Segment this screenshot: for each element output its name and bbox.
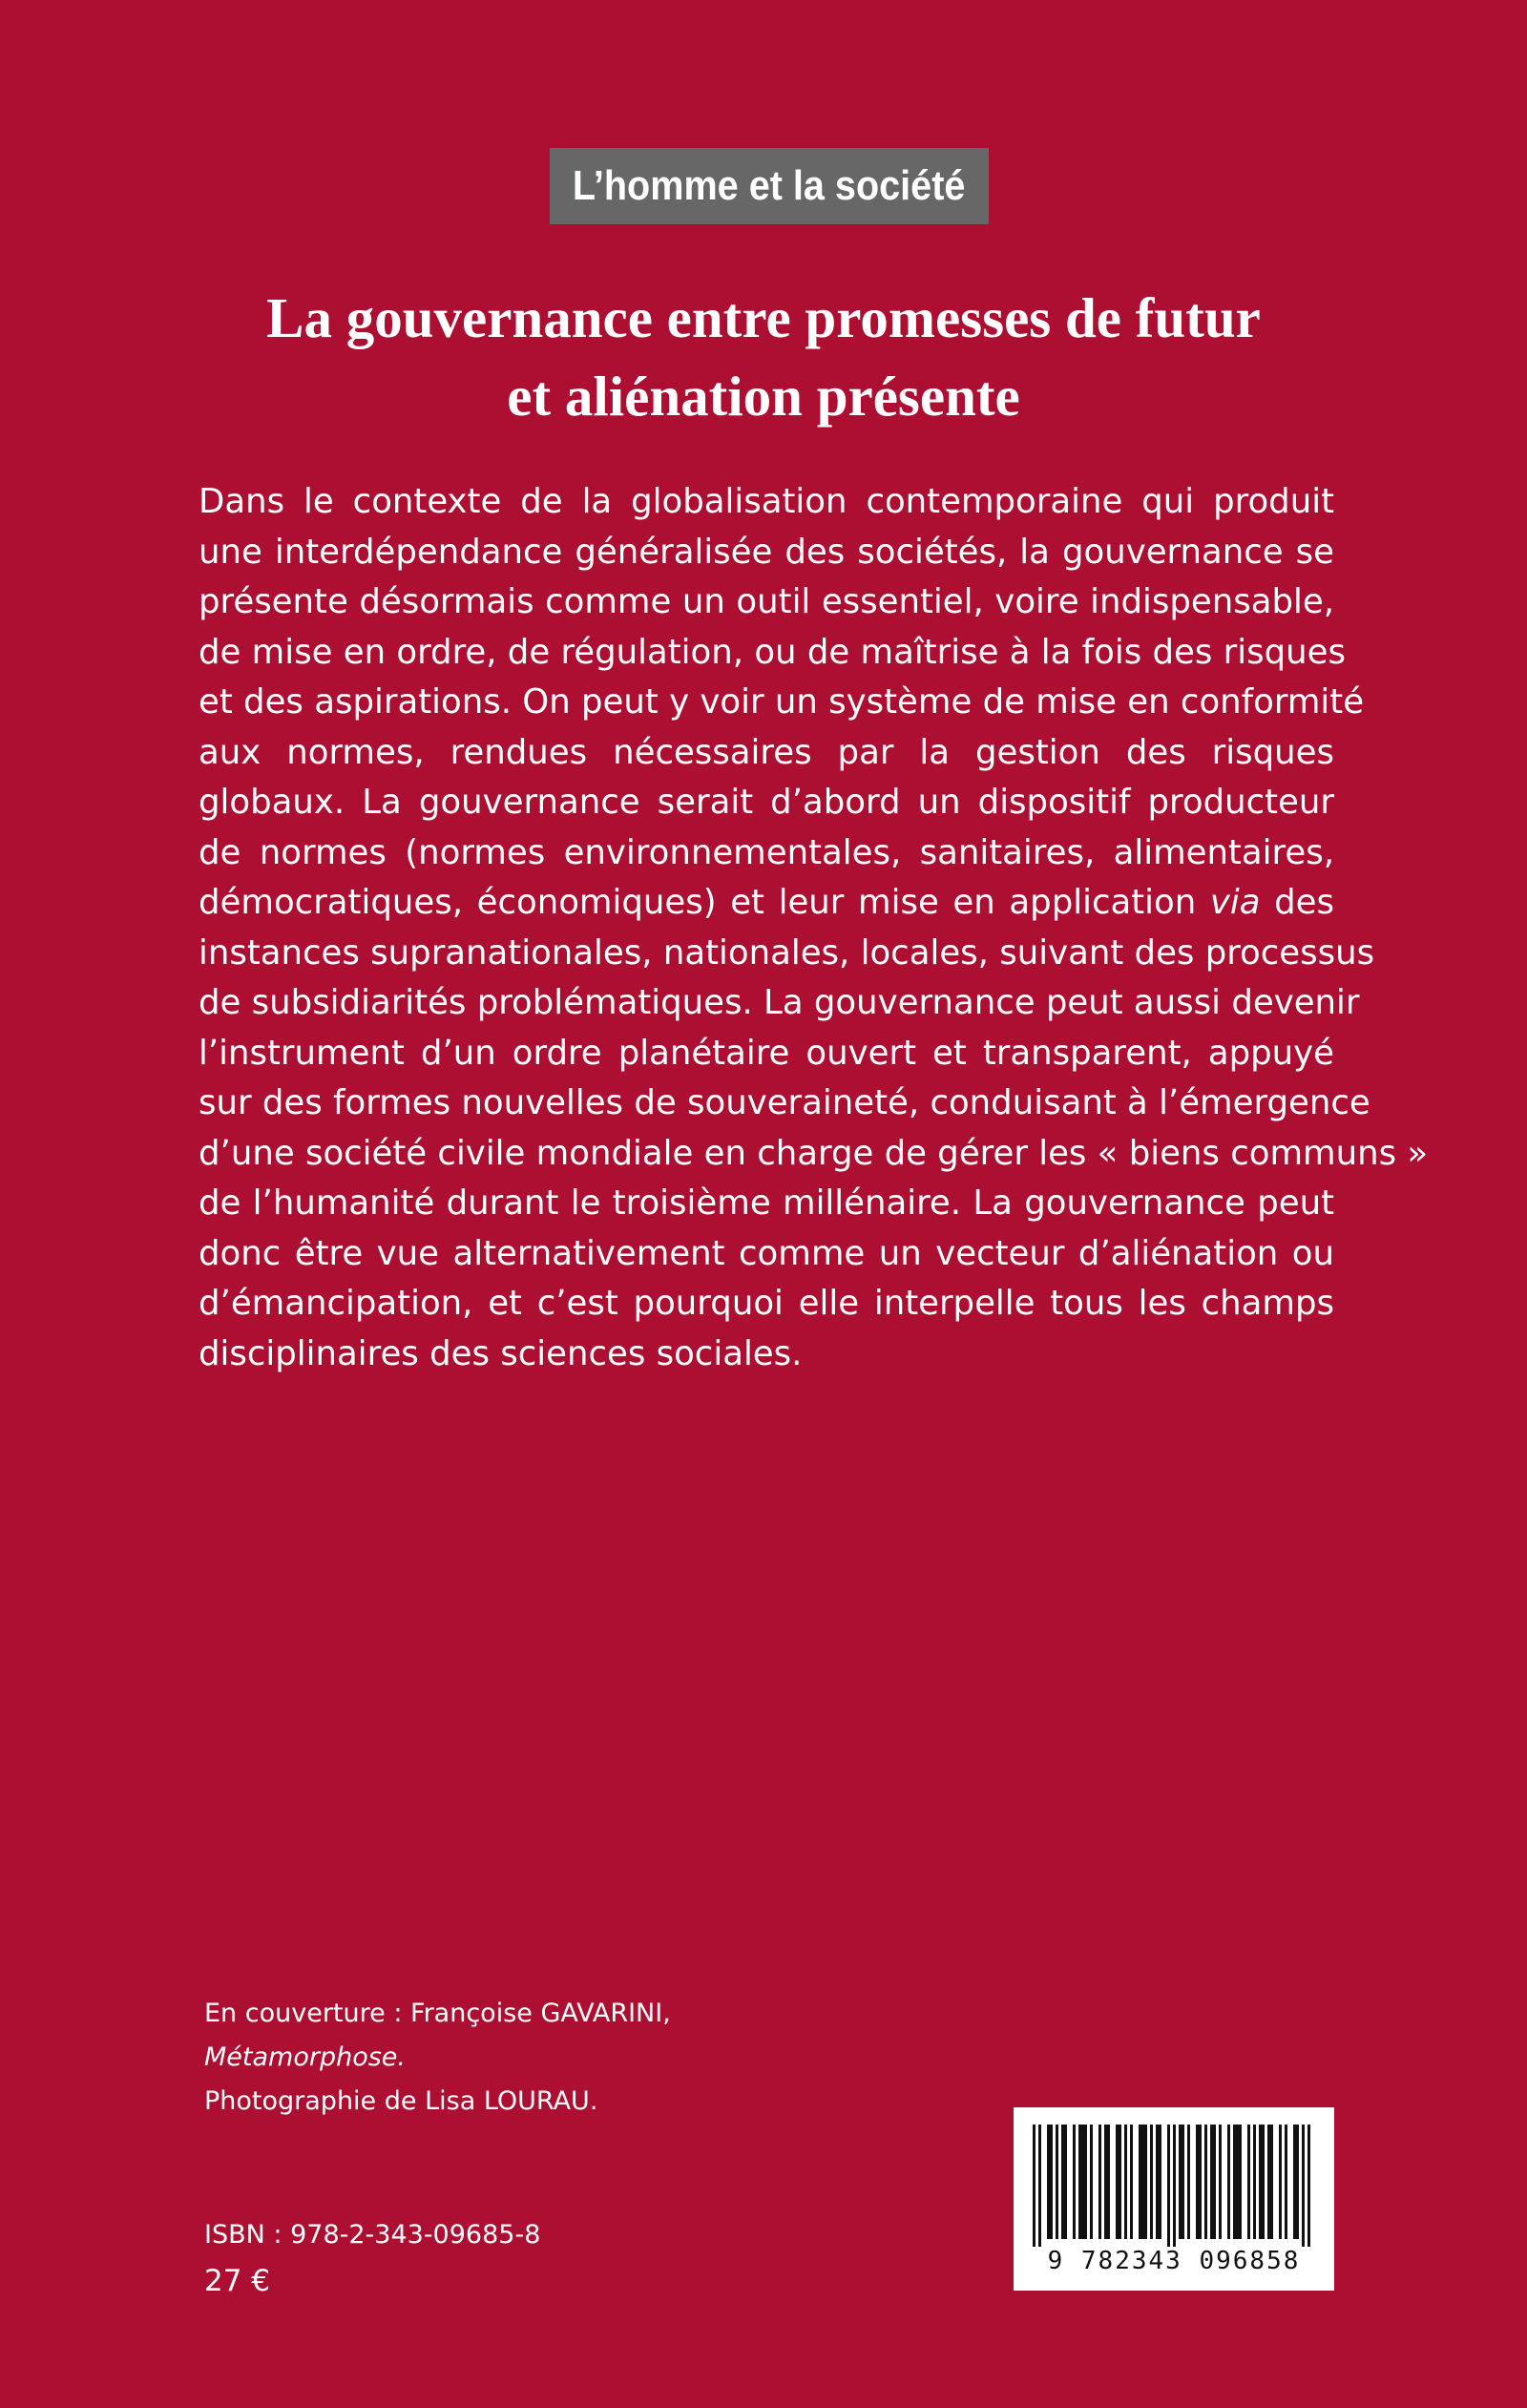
summary-line: de normes (normes environnementales, sanitaires, alimentaires, [199,832,1334,872]
barcode-bar [1227,2125,1230,2239]
cover-credits [204,1992,671,2124]
series-badge [550,148,989,224]
cover-artist-credit: En couverture : Françoise GAVARINI, [204,1999,671,2028]
summary-line: de mise en ordre, de régulation, ou de maîtrise à la fois des risques [199,632,1346,672]
barcode-bar [1293,2125,1296,2239]
barcode-bar [1156,2125,1159,2239]
barcode-bar [1098,2125,1101,2239]
barcode-bar [1033,2125,1035,2247]
summary-line: aux normes, rendues nécessaires par la gestion des risques [199,732,1334,772]
summary-line: instances supranationales, nationales, locales, suivant des processus [199,932,1375,973]
barcode-bar [1267,2125,1270,2239]
barcode-bar [1173,2125,1176,2247]
barcode-bar [1307,2125,1310,2247]
barcode-bar [1064,2125,1067,2239]
summary-line: l’instrument d’un ordre planétaire ouvert et transparent, appuyé [199,1033,1334,1073]
series-label: L’homme et la société [573,162,966,209]
summary-line: Dans le contexte de la globalisation contemporaine qui produit [199,482,1334,521]
barcode-bar [1239,2125,1242,2239]
summary-line: présente désormais comme un outil essentiel, voire indispensable, [199,582,1334,621]
barcode-bar [1247,2125,1250,2239]
barcode-digits: 9 782343 096858 [1047,2247,1301,2275]
barcode-bar [1130,2125,1133,2239]
summary-line: sur des formes nouvelles de souveraineté, conduisant à l’émergence [199,1083,1370,1122]
summary-line-with-italic [199,878,1334,929]
barcode-bar [1144,2125,1147,2239]
barcode-bar [1038,2125,1041,2247]
barcode-bar [1199,2125,1202,2239]
book-title-line-1: La gouvernance entre promesses de futur [266,286,1261,349]
summary-line: de subsidiarités problématiques. La gouvernance peut aussi devenir [199,983,1360,1022]
summary-line: d’émancipation, et c’est pourquoi elle interpelle tous les champs [199,1284,1334,1323]
barcode-bar [1104,2125,1107,2239]
summary-line-start: démocratiques, économiques) et leur mise en application [199,883,1210,922]
barcode-bar [1050,2125,1053,2239]
barcode-bar [1196,2125,1199,2239]
barcode-bar [1262,2125,1265,2239]
barcode-bar [1270,2125,1273,2239]
barcode-bar [1210,2125,1213,2239]
barcode-bar [1253,2125,1256,2239]
barcode-bar [1302,2125,1305,2247]
barcode-bar [1107,2125,1110,2239]
book-title [95,279,1432,435]
summary-line-end: des [1260,883,1335,922]
barcode-bar [1061,2125,1064,2239]
barcode-bar [1141,2125,1144,2239]
barcode-bar [1119,2125,1121,2239]
barcode-bar [1233,2125,1236,2239]
summary-line: donc être vue alternativement comme un vecteur d’aliénation ou [199,1233,1334,1273]
barcode-bar [1084,2125,1087,2239]
barcode-bar [1150,2125,1153,2239]
barcode-bar [1259,2125,1262,2239]
barcode-bar [1219,2125,1222,2239]
barcode-bar [1187,2125,1190,2239]
barcode-bar [1047,2125,1050,2239]
back-cover-summary [199,477,1429,1379]
barcode-bar [1116,2125,1119,2239]
barcode-bar [1296,2125,1299,2239]
summary-line: disciplinaires des sciences sociales. [199,1333,803,1373]
summary-line: globaux. La gouvernance serait d’abord un dispositif producteur [199,783,1334,822]
barcode-bar [1090,2125,1093,2239]
summary-italic-word: via [1209,883,1261,922]
barcode-bar [1204,2125,1207,2239]
summary-line: et des aspirations. On peut y voir un système de mise en conformité [199,682,1365,722]
summary-line: d’une société civile mondiale en charge de gérer les « biens communs » [199,1133,1429,1173]
barcode-bar [1213,2125,1216,2239]
barcode-bar [1073,2125,1076,2239]
photo-credit: Photographie de Lisa LOURAU. [204,2086,598,2116]
barcode-bar [1078,2125,1081,2239]
barcode-bar [1056,2125,1058,2239]
barcode-bar [1179,2125,1182,2239]
barcode-bar [1159,2125,1161,2239]
barcode [1014,2107,1334,2291]
barcode-bar [1236,2125,1239,2239]
cover-artwork-title: Métamorphose. [204,2042,406,2072]
barcode-bar [1279,2125,1282,2239]
barcode-bar [1139,2125,1141,2239]
barcode-bar [1081,2125,1084,2239]
barcode-bar [1167,2125,1170,2247]
summary-line: une interdépendance généralisée des sociétés, la gouvernance se [199,532,1334,572]
price-text: 27 € [204,2264,271,2298]
isbn-text: ISBN : 978-2-343-09685-8 [204,2220,541,2250]
barcode-bar [1124,2125,1127,2239]
barcode-bar [1182,2125,1184,2239]
book-title-line-2: et aliénation présente [507,365,1020,428]
summary-line: de l’humanité durant le troisième millénaire. La gouvernance peut [199,1183,1334,1223]
barcode-bar [1285,2125,1287,2239]
